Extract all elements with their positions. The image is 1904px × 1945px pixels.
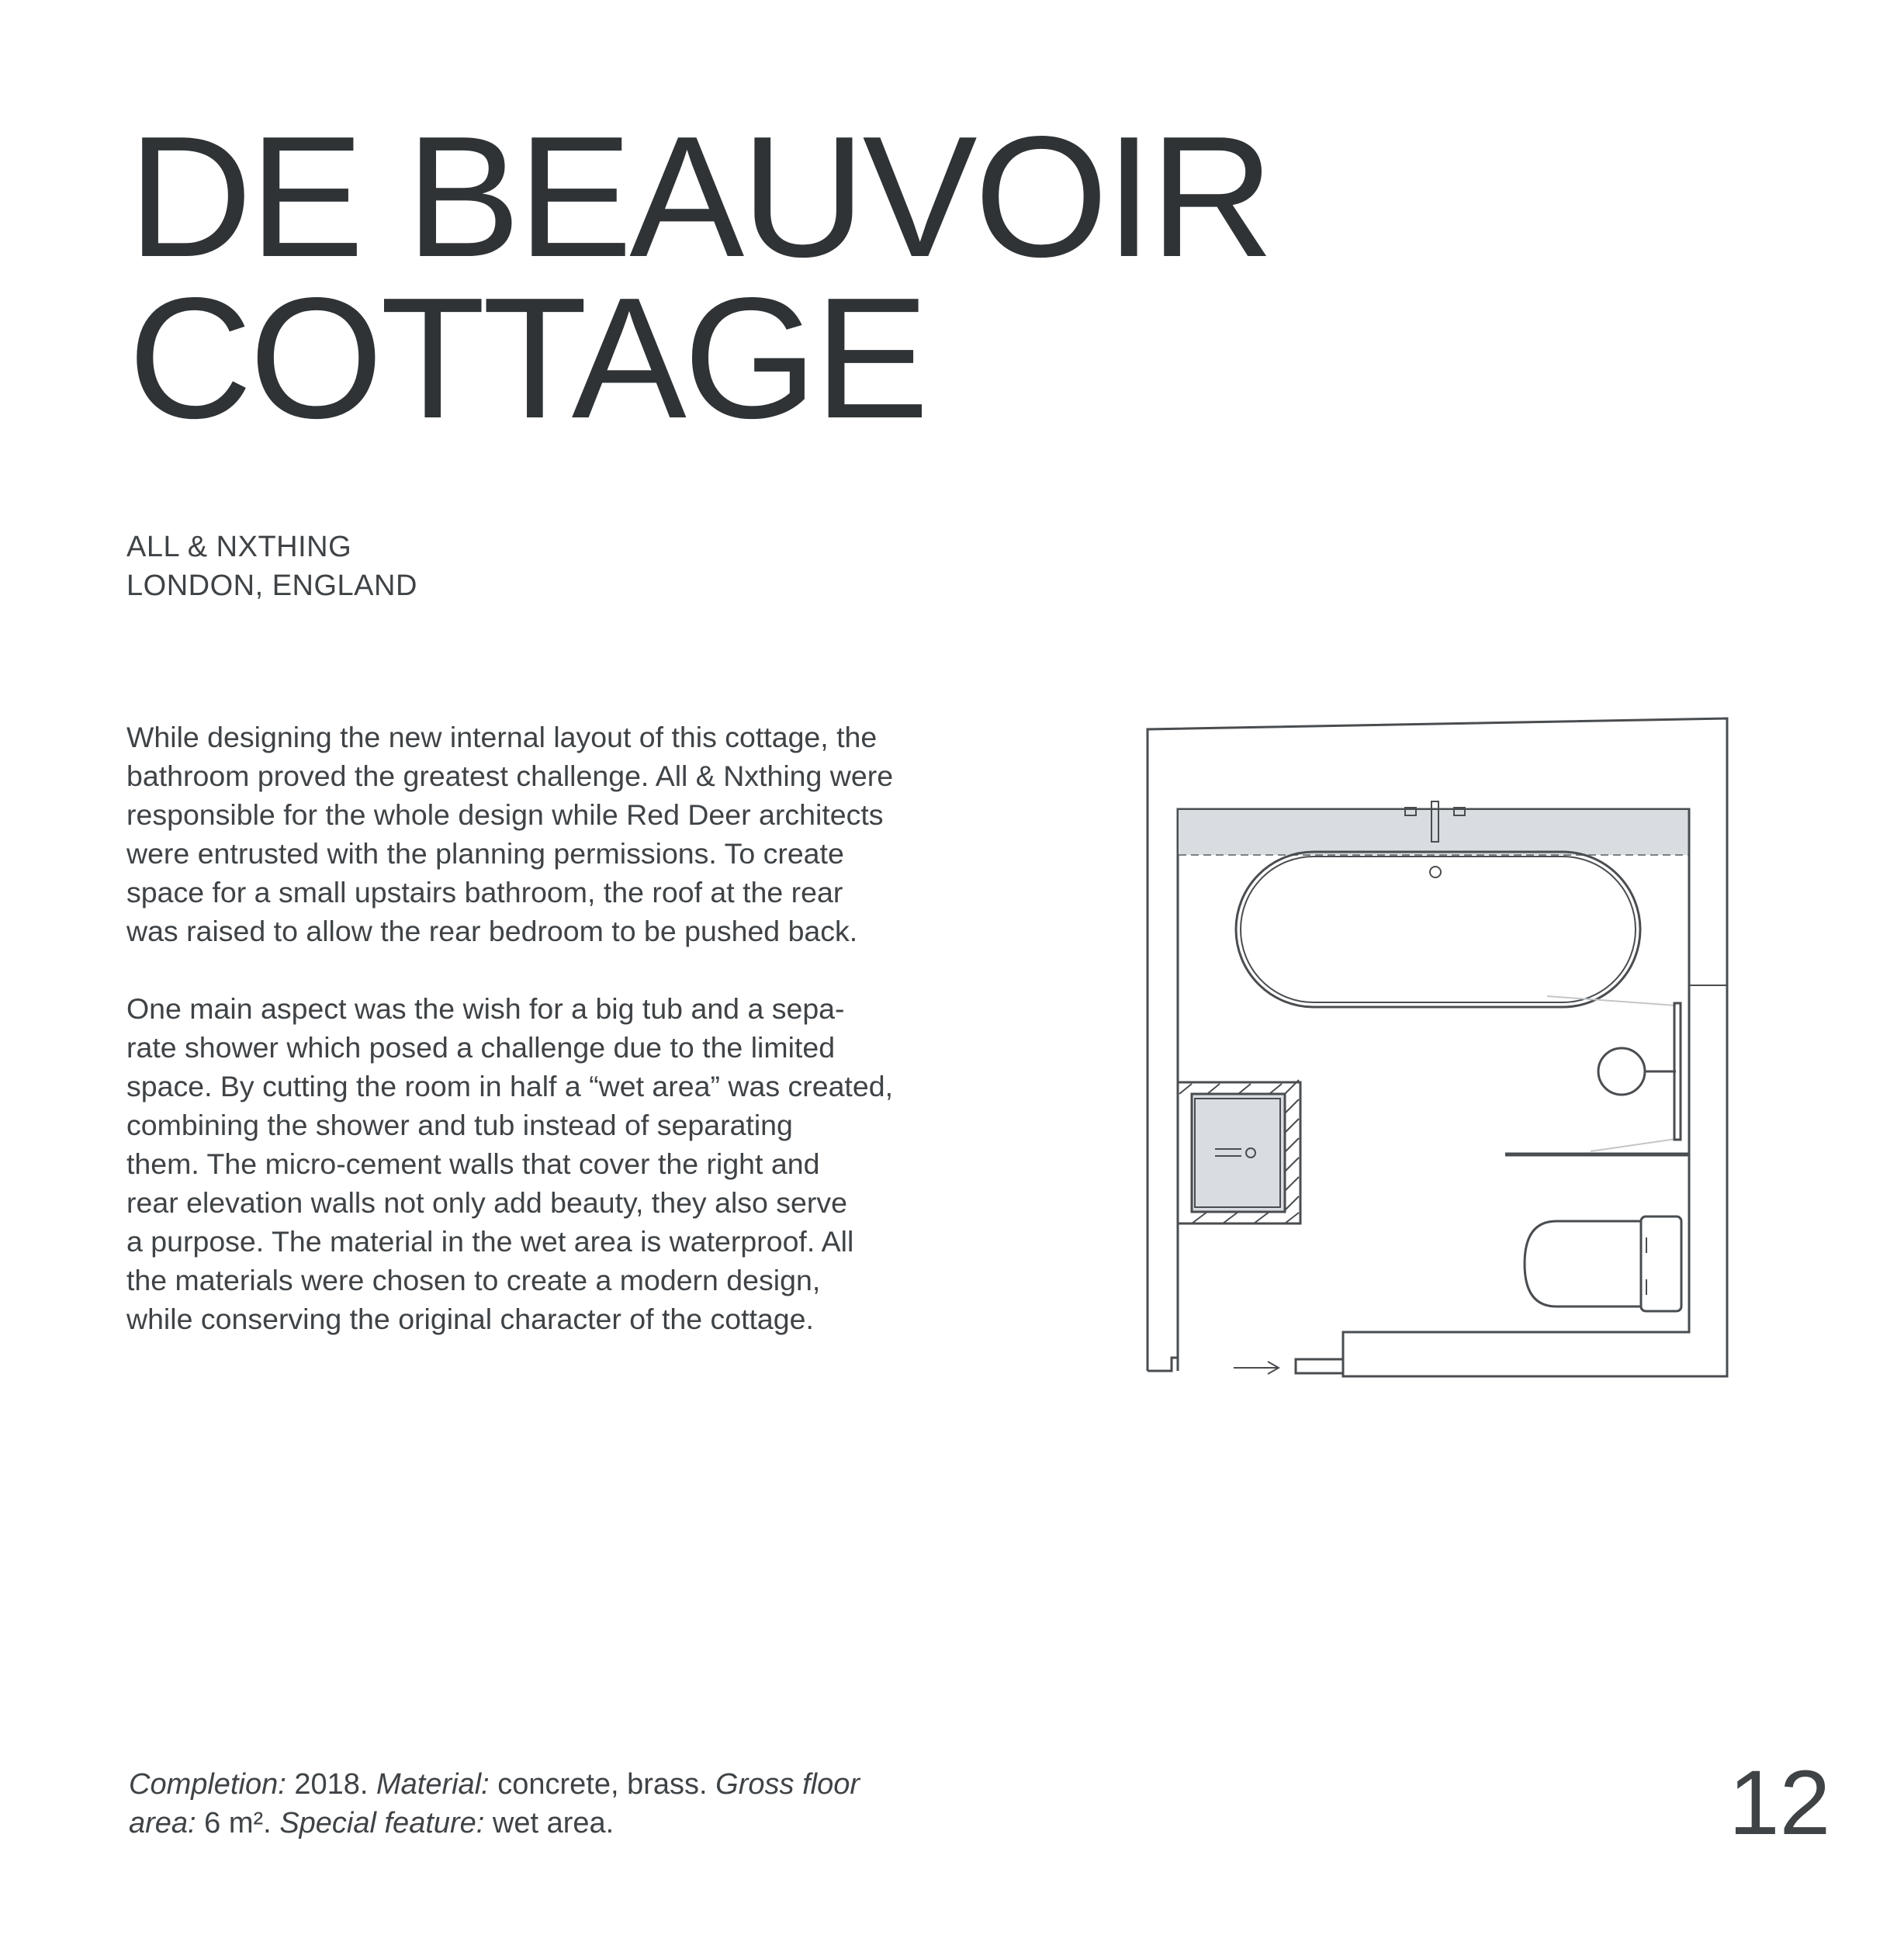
project-credits [126, 528, 417, 605]
project-location: LONDON, ENGLAND [126, 569, 417, 602]
shower-icon [1598, 1003, 1681, 1140]
completion-value: 2018. [286, 1768, 376, 1801]
project-description [126, 718, 964, 1377]
bathroom-floor-plan [1133, 710, 1738, 1393]
sink-vanity-icon [1178, 1082, 1300, 1223]
completion-label: Completion: [129, 1768, 286, 1801]
title-line-2: COTTAGE [128, 262, 926, 455]
special-feature-label: Special feature: [279, 1807, 485, 1839]
bathtub-icon [1236, 852, 1640, 1007]
material-label: Material: [376, 1768, 490, 1801]
title-line-1: DE BEAUVOIR [128, 101, 1272, 293]
bath-drain-icon [1430, 867, 1441, 877]
special-feature-value: wet area. [484, 1807, 614, 1839]
page-number: 12 [1729, 1752, 1831, 1854]
description-paragraph-2: One main aspect was the wish for a big tub and a sepa- rate shower which posed a challenge due to the limited space. By cutting the room in half a “wet area” was created, combining the shower and tub instead of separating them. The micro-cement walls that cover the right and rear elevation walls not only add beauty, they also serve a purpose. The material in the wet area is waterproof. All the materials were chosen to create a modern design, while conserving the original character of the cottage. [126, 992, 893, 1335]
project-facts [129, 1765, 874, 1843]
toilet-icon [1525, 1216, 1681, 1311]
entry-arrow-icon [1234, 1362, 1279, 1374]
page-title [128, 101, 1272, 455]
material-value: concrete, brass. [489, 1768, 716, 1801]
door-jamb [1296, 1359, 1343, 1373]
architect-name: ALL & NXTHING [126, 531, 352, 563]
description-paragraph-1: While designing the new internal layout of this cottage, the bathroom proved the greatest challenge. All & Nxthing were responsible for the whole design while Red Deer architects were entrusted with the planning permissions. To create space for a small upstairs bathroom, the roof at the rear was raised to allow the rear bedroom to be pushed back. [126, 721, 894, 947]
floor-area-label: Gross floor area: [129, 1768, 860, 1839]
floor-area-value: 6 m². [196, 1807, 280, 1839]
tiled-ledge [1179, 810, 1688, 855]
